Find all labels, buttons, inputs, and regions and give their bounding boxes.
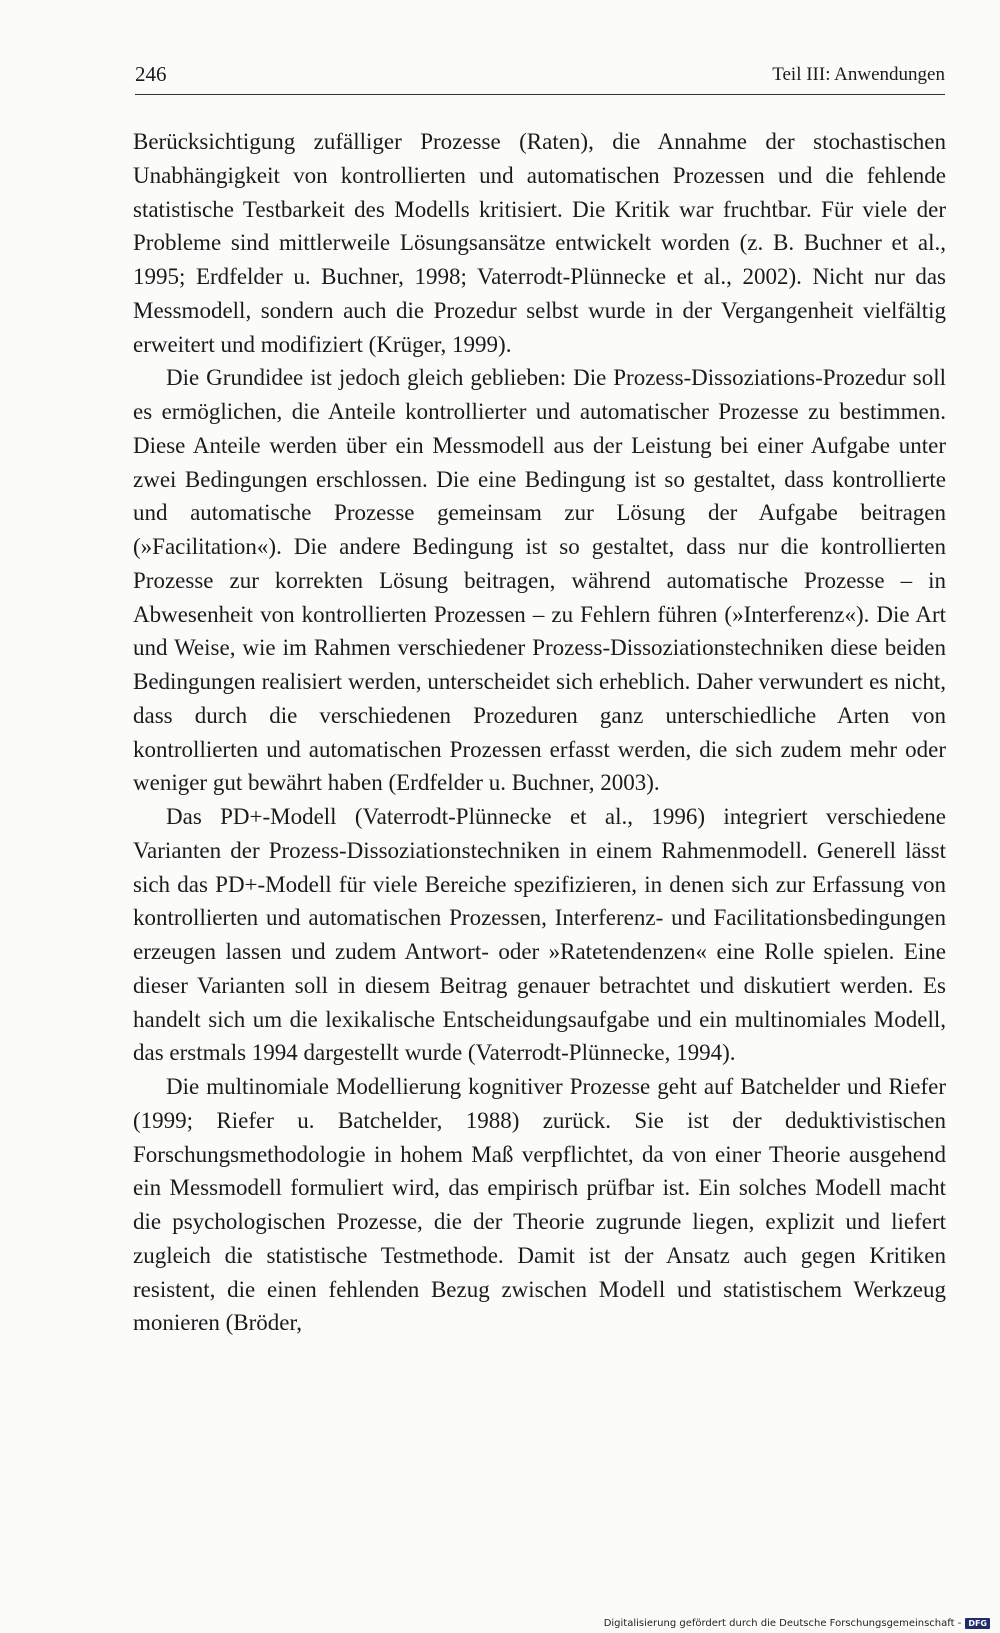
page-number: 246	[135, 62, 167, 86]
dfg-logo: DFG	[965, 1618, 990, 1629]
paragraph: Berücksichtigung zufälliger Prozesse (Raten), die Annahme der stochastischen Unabhängigkeit von kontrollierten und automatischen Prozessen und die fehlende statistische Testbarkeit des Modells kritisiert. Die Kritik war fruchtbar. Für viele der Probleme sind mittlerweile Lösungsansätze entwickelt worden (z. B. Buchner et al., 1995; Erdfelder u. Buchner, 1998; Vaterrodt-Plünnecke et al., 2002). Nicht nur das Messmodell, sondern auch die Prozedur selbst wurde in der Vergangenheit vielfältig erweitert und modifiziert (Krüger, 1999).	[133, 129, 946, 357]
section-title: Teil III: Anwendungen	[772, 64, 945, 85]
body-text	[133, 125, 946, 1340]
digitization-notice	[604, 1618, 990, 1629]
paragraph: Die multinomiale Modellierung kognitiver Prozesse geht auf Batchelder und Riefer (1999; Riefer u. Batchelder, 1988) zurück. Sie ist der deduktivistischen Forschungsmethodologie in hohem Maß verpflichtet, da von einer Theorie ausgehend ein Messmodell formuliert wird, das empirisch prüfbar ist. Ein solches Modell macht die psychologischen Prozesse, die der Theorie zugrunde liegen, explizit und liefert zugleich die statistische Testmethode. Damit ist der Ansatz auch gegen Kritiken resistent, die einen fehlenden Bezug zwischen Modell und statistischem Werkzeug monieren (Bröder,	[133, 1074, 946, 1336]
paragraph: Das PD+-Modell (Vaterrodt-Plünnecke et al., 1996) integriert verschiedene Varianten der Prozess-Dissoziationstechniken in einem Rahmenmodell. Generell lässt sich das PD+-Modell für viele Bereiche spezifizieren, in denen sich zur Erfassung von kontrollierten und automatischen Prozessen, Interferenz- und Facilitationsbedingungen erzeugen lassen und zudem Antwort- oder »Ratetendenzen« eine Rolle spielen. Eine dieser Varianten soll in diesem Beitrag genauer betrachtet und diskutiert werden. Es handelt sich um die lexikalische Entscheidungsaufgabe und ein multinomiales Modell, das erstmals 1994 dargestellt wurde (Vaterrodt-Plünnecke, 1994).	[133, 804, 946, 1066]
funding-notice-text: Digitalisierung gefördert durch die Deutsche Forschungsgemeinschaft -	[603, 1618, 962, 1629]
running-head	[135, 58, 945, 95]
paragraph: Die Grundidee ist jedoch gleich geblieben: Die Prozess-Dissoziations-Prozedur soll es ermöglichen, die Anteile kontrollierter und automatischer Prozesse zu bestimmen. Diese Anteile werden über ein Messmodell aus der Leistung bei einer Aufgabe unter zwei Bedingungen erschlossen. Die eine Bedingung ist so gestaltet, dass kontrollierte und automatische Prozesse gemeinsam zur Lösung der Aufgabe beitragen (»Facilitation«). Die andere Bedingung ist so gestaltet, dass nur die kontrollierten Prozesse zur korrekten Lösung beitragen, während automatische Prozesse – in Abwesenheit von kontrollierten Prozessen – zu Fehlern führen (»Interferenz«). Die Art und Weise, wie im Rahmen verschiedener Prozess-Dissoziationstechniken diese beiden Bedingungen realisiert werden, unterscheidet sich erheblich. Daher verwundert es nicht, dass durch die verschiedenen Prozeduren ganz unterschiedliche Arten von kontrollierten und automatischen Prozessen erfasst werden, die sich zudem mehr oder weniger gut bewährt haben (Erdfelder u. Buchner, 2003).	[133, 365, 946, 796]
